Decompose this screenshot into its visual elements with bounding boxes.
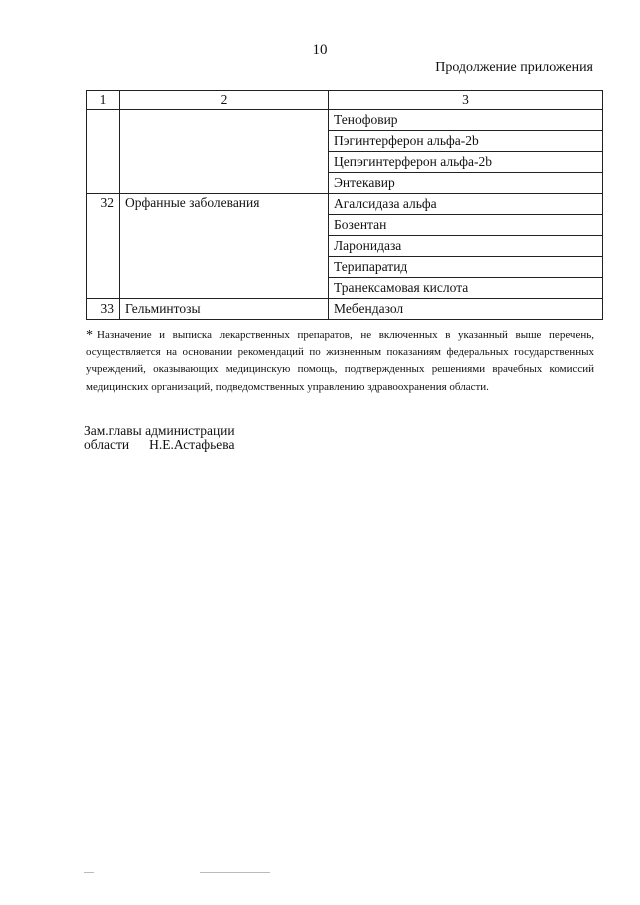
drug-cell: Транексамовая кислота (329, 278, 603, 299)
column-header: 1 (87, 91, 120, 110)
row-number-cell: 32 (87, 194, 120, 299)
drug-cell: Цепэгинтерферон альфа-2b (329, 152, 603, 173)
disease-cell: Гельминтозы (120, 299, 329, 320)
signature-line (84, 438, 235, 452)
column-header: 3 (329, 91, 603, 110)
footnote-star: * (86, 328, 93, 343)
footnote (86, 327, 594, 396)
drug-cell: Ларонидаза (329, 236, 603, 257)
signature-block (84, 424, 235, 452)
drug-cell: Бозентан (329, 215, 603, 236)
column-header: 2 (120, 91, 329, 110)
drug-cell: Тенофовир (329, 110, 603, 131)
row-number-cell: 33 (87, 299, 120, 320)
drug-cell: Мебендазол (329, 299, 603, 320)
disease-cell: Орфанные заболевания (120, 194, 329, 299)
row-number-cell (87, 110, 120, 194)
drug-cell: Терипаратид (329, 257, 603, 278)
drug-cell: Пэгинтерферон альфа-2b (329, 131, 603, 152)
disease-cell (120, 110, 329, 194)
drug-cell: Агалсидаза альфа (329, 194, 603, 215)
scan-artifact (84, 872, 94, 873)
continuation-label: Продолжение приложения (435, 60, 593, 75)
signatory-name: Н.Е.Астафьева (149, 437, 235, 452)
table-row (87, 194, 603, 215)
page-number: 10 (312, 42, 328, 58)
table-row (87, 299, 603, 320)
table-row (87, 110, 603, 131)
drug-table (86, 90, 603, 320)
signature-position-cont: области (84, 437, 130, 452)
scan-artifact (200, 872, 270, 873)
signature-position: Зам.главы администрации (84, 423, 235, 438)
table-header-row (87, 91, 603, 110)
footnote-text: Назначение и выписка лекарственных препаратов, не включенных в указанный выше перечень, осуществляется на основании рекомендаций по жизненным показаниям федеральных государственных учреждений, оказывающих медицинскую помощь, подтвержденных решениями врачебных комиссий медицинских организаций, подведомственных управлению здравоохранения области. (86, 329, 594, 393)
drug-cell: Энтекавир (329, 173, 603, 194)
